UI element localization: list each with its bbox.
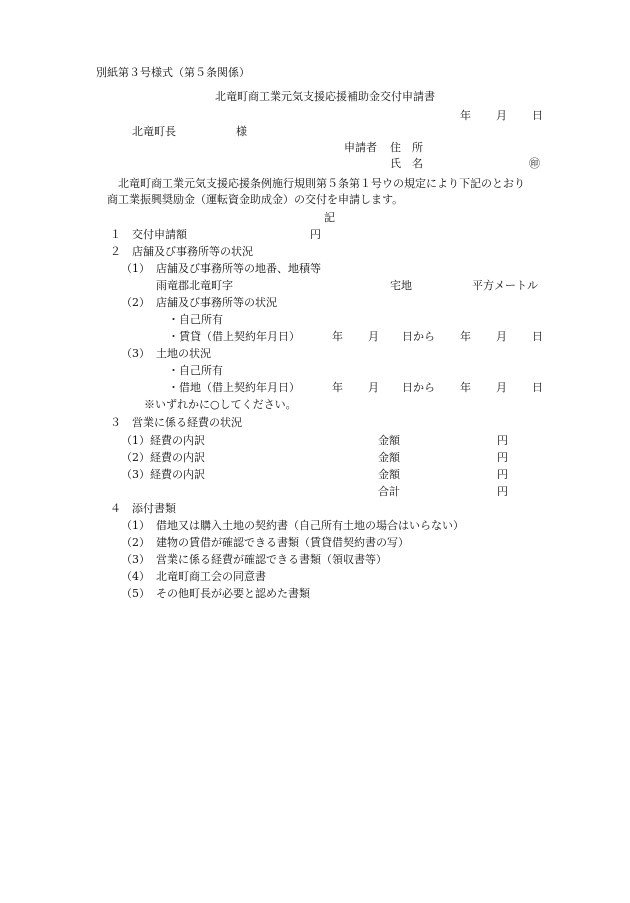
addressee-name: 北竜町長 [132, 125, 176, 138]
s1-num: １ [110, 228, 121, 241]
s2-sub3-from-year: 年 [332, 381, 343, 394]
s3-row3-unit: 円 [497, 468, 508, 481]
s2-land-type: 宅地 [390, 279, 412, 292]
s3-total-label: 合計 [378, 485, 400, 498]
s2-sub3-to-month: 月 [496, 381, 507, 394]
s2-sub2-to-month: 月 [496, 330, 507, 343]
s4-item4-text: 北竜町商工会の同意書 [156, 570, 266, 583]
s4-item3-num: （3） [121, 553, 150, 566]
s2-sub3-num: （3） [121, 347, 150, 360]
s3-row2-amount: 金額 [378, 451, 400, 464]
s2-sub3-to-day: 日 [532, 381, 543, 394]
s2-label: 店舗及び事務所等の状況 [132, 245, 253, 258]
s4-item5-num: （5） [121, 587, 150, 600]
applicant-address-label: 住 所 [390, 141, 423, 154]
s3-row3-label: （3）経費の内訳 [121, 468, 205, 481]
s2-sub2-label: 店舗及び事務所等の状況 [156, 296, 277, 309]
s4-item2-text: 建物の賃借が確認できる書類（賃貸借契約書の写） [156, 536, 409, 549]
applicant-label: 申請者 [344, 141, 377, 154]
s2-sub3-label: 土地の状況 [156, 347, 211, 360]
s2-sub2-num: （2） [121, 296, 150, 309]
s3-label: 営業に係る経費の状況 [132, 416, 242, 429]
date-year: 年 [460, 109, 471, 122]
s4-item3-text: 営業に係る経費が確認できる書類（領収書等） [156, 553, 387, 566]
s4-item4-num: （4） [121, 570, 150, 583]
s2-sub1-label: 店舗及び事務所等の地番、地積等 [156, 262, 321, 275]
s3-row2-unit: 円 [497, 451, 508, 464]
body-text-line1: 北竜町商工業元気支援応援条例施行規則第５条第１号ウの規定により下記のとおり [118, 177, 525, 190]
s2-sub3-opt2: ・借地（借上契約年月日） [168, 381, 300, 394]
s3-row1-amount: 金額 [378, 434, 400, 447]
s2-sub3-from-day: 日から [402, 381, 435, 394]
date-month: 月 [496, 109, 507, 122]
s2-sub3-from-month: 月 [368, 381, 379, 394]
s3-total-unit: 円 [497, 485, 508, 498]
s2-sub2-to-day: 日 [532, 330, 543, 343]
s2-location: 雨竜郡北竜町字 [156, 279, 233, 292]
addressee-honorific: 様 [236, 125, 247, 138]
s2-area-unit: 平方メートル [472, 279, 538, 292]
s2-sub2-opt1: ・自己所有 [168, 313, 223, 326]
s3-row1-label: （1）経費の内訳 [121, 434, 205, 447]
s2-sub3-to-year: 年 [460, 381, 471, 394]
s2-sub1-num: （1） [121, 262, 150, 275]
s2-sub3-opt1: ・自己所有 [168, 364, 223, 377]
s4-item1-num: （1） [121, 519, 150, 532]
s3-row1-unit: 円 [497, 434, 508, 447]
s4-item5-text: その他町長が必要と認めた書類 [156, 587, 310, 600]
s3-row2-label: （2）経費の内訳 [121, 451, 205, 464]
document-title: 北竜町商工業元気支援応援補助金交付申請書 [215, 90, 435, 103]
applicant-name-label: 氏 名 [390, 157, 423, 170]
s2-sub2-from-day: 日から [402, 330, 435, 343]
s4-item1-text: 借地又は購入土地の契約書（自己所有土地の場合はいらない） [156, 519, 464, 532]
s1-unit: 円 [310, 228, 321, 241]
seal-mark: ㊞ [529, 157, 540, 170]
s4-num: ４ [110, 502, 121, 515]
s3-num: ３ [110, 416, 121, 429]
s2-num: ２ [110, 245, 121, 258]
s3-row3-amount: 金額 [378, 468, 400, 481]
s2-sub2-opt2: ・賃貸（借上契約年月日） [168, 330, 300, 343]
s2-sub2-from-month: 月 [368, 330, 379, 343]
s4-label: 添付書類 [132, 502, 176, 515]
s2-sub2-to-year: 年 [460, 330, 471, 343]
form-id: 別紙第３号様式（第５条関係） [96, 66, 250, 79]
ki-heading: 記 [324, 211, 335, 224]
s1-label: 交付申請額 [132, 228, 187, 241]
s2-note: ※いずれかに○してください。 [144, 398, 297, 411]
date-day: 日 [532, 109, 543, 122]
s4-item2-num: （2） [121, 536, 150, 549]
body-text-line2: 商工業振興奨励金（運転資金助成金）の交付を申請します。 [107, 193, 404, 206]
s2-sub2-from-year: 年 [332, 330, 343, 343]
